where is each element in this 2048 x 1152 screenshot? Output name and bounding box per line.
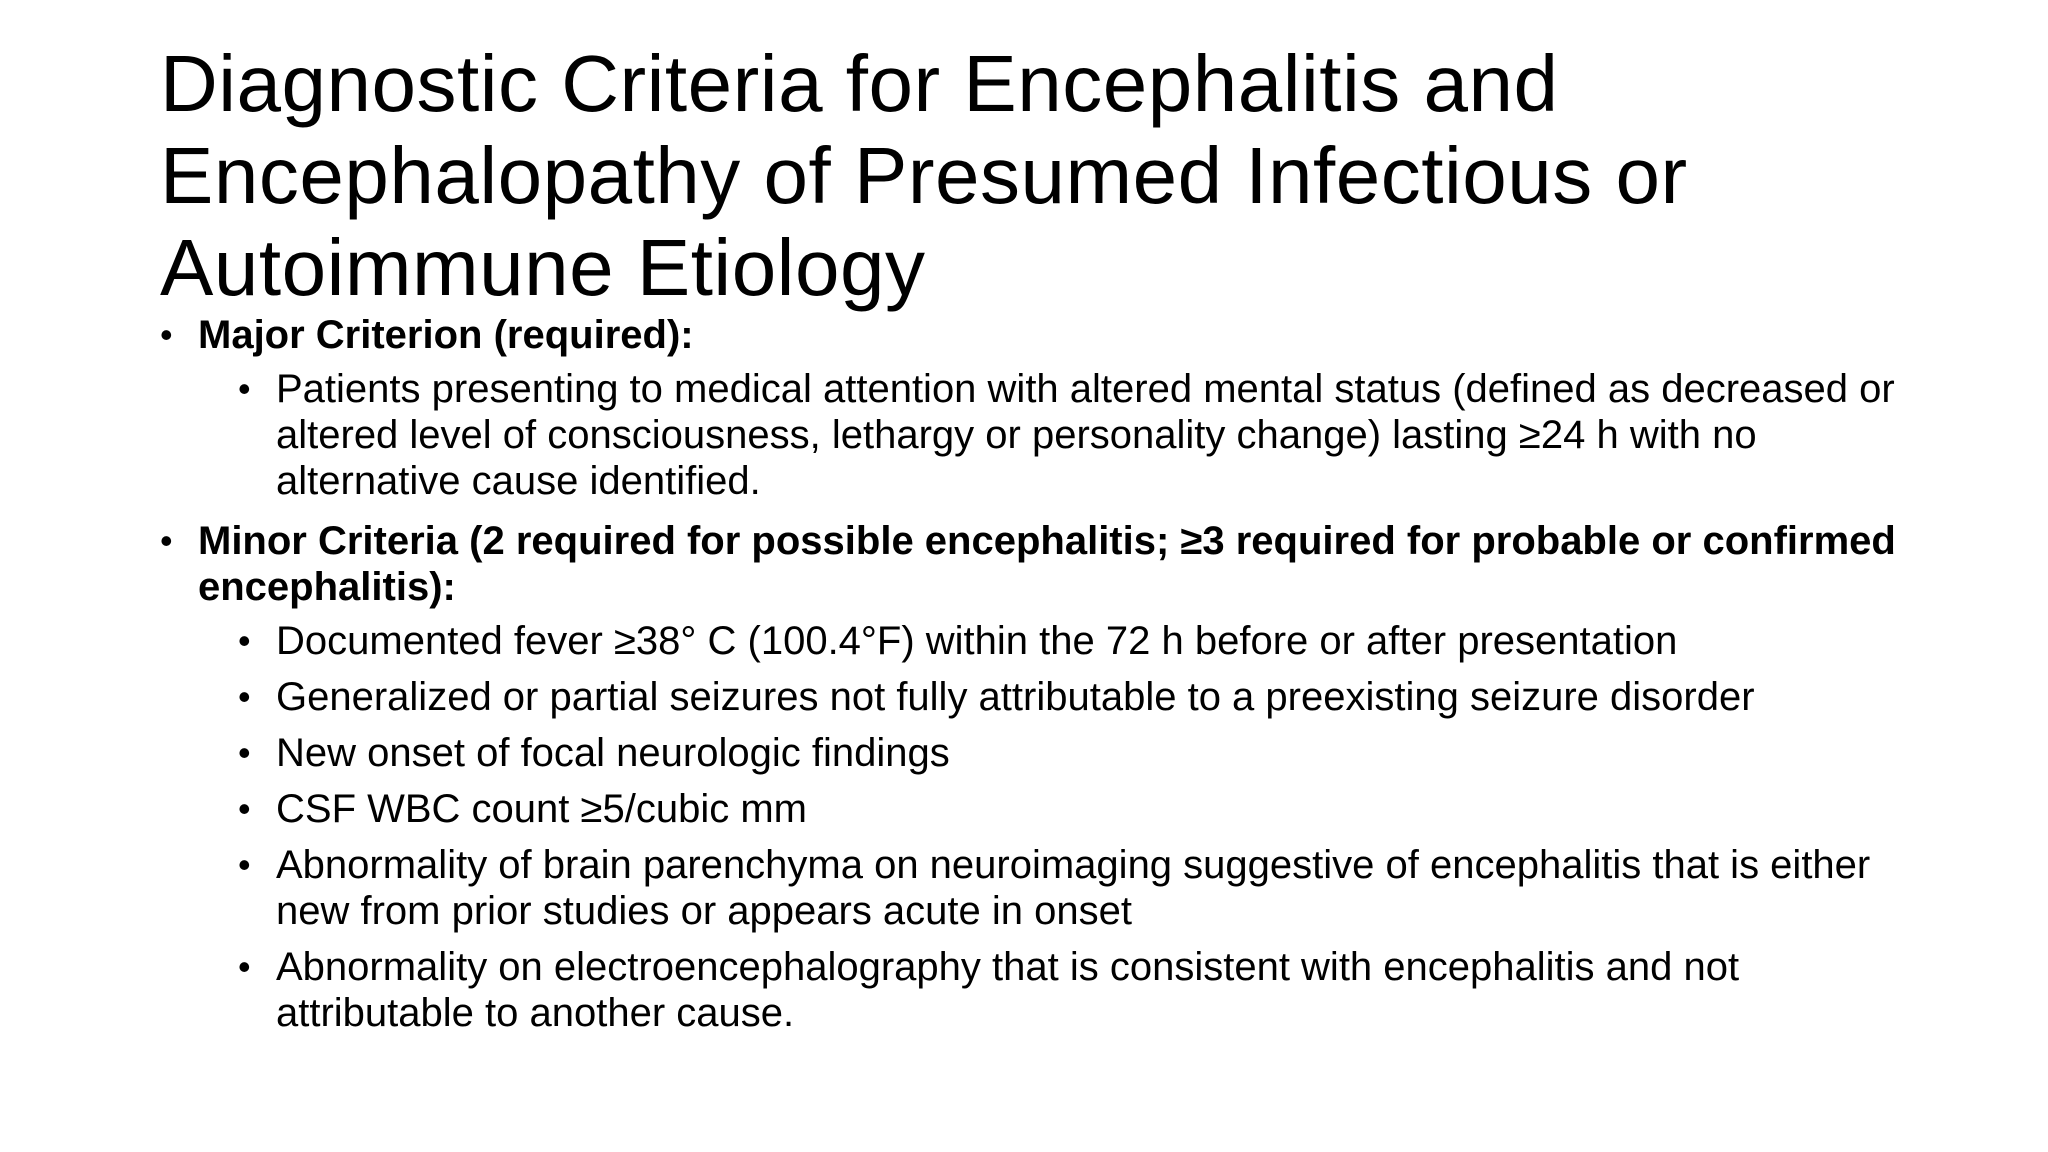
list-item bbox=[238, 730, 1920, 776]
major-criterion-items bbox=[198, 366, 1920, 504]
list-item-text: Generalized or partial seizures not fully attributable to a preexisting seizure disorder bbox=[276, 675, 1755, 719]
bullet-icon: • bbox=[238, 946, 251, 987]
bullet-icon: • bbox=[238, 620, 251, 661]
bullet-icon: • bbox=[160, 520, 173, 561]
list-item bbox=[238, 366, 1920, 504]
slide-body bbox=[160, 312, 1920, 1036]
list-item-text: Abnormality on electroencephalography that is consistent with encephalitis and not attributable to another cause. bbox=[276, 945, 1740, 1035]
major-criterion-section bbox=[160, 312, 1920, 504]
bullet-icon: • bbox=[160, 314, 173, 355]
list-item-text: New onset of focal neurologic findings bbox=[276, 731, 950, 775]
bullet-icon: • bbox=[238, 732, 251, 773]
slide-title bbox=[160, 38, 1920, 314]
list-item-text: Documented fever ≥38° C (100.4°F) within the 72 h before or after presentation bbox=[276, 619, 1678, 663]
list-item bbox=[238, 618, 1920, 664]
title-line-1: Diagnostic Criteria for Encephalitis and bbox=[160, 39, 1559, 128]
title-line-3: Autoimmune Etiology bbox=[160, 223, 926, 312]
list-item-text: Patients presenting to medical attention with altered mental status (defined as decreased or altered level of consciousness, lethargy or personality change) lasting ≥24 h with no alternative cause identified. bbox=[276, 367, 1895, 503]
major-criterion-heading: Major Criterion (required): bbox=[198, 313, 694, 357]
bullet-icon: • bbox=[238, 676, 251, 717]
criteria-list bbox=[160, 312, 1920, 1036]
list-item-text: Abnormality of brain parenchyma on neuroimaging suggestive of encephalitis that is either new from prior studies or appears acute in onset bbox=[276, 843, 1871, 933]
list-item bbox=[238, 944, 1920, 1036]
list-item bbox=[238, 842, 1920, 934]
list-item-text: CSF WBC count ≥5/cubic mm bbox=[276, 787, 807, 831]
bullet-icon: • bbox=[238, 368, 251, 409]
minor-criteria-heading: Minor Criteria (2 required for possible encephalitis; ≥3 required for probable or confirmed encephalitis): bbox=[198, 519, 1896, 609]
list-item bbox=[238, 786, 1920, 832]
title-line-2: Encephalopathy of Presumed Infectious or bbox=[160, 131, 1688, 220]
list-item bbox=[238, 674, 1920, 720]
bullet-icon: • bbox=[238, 788, 251, 829]
bullet-icon: • bbox=[238, 844, 251, 885]
minor-criteria-section bbox=[160, 518, 1920, 1036]
minor-criteria-items bbox=[198, 618, 1920, 1036]
